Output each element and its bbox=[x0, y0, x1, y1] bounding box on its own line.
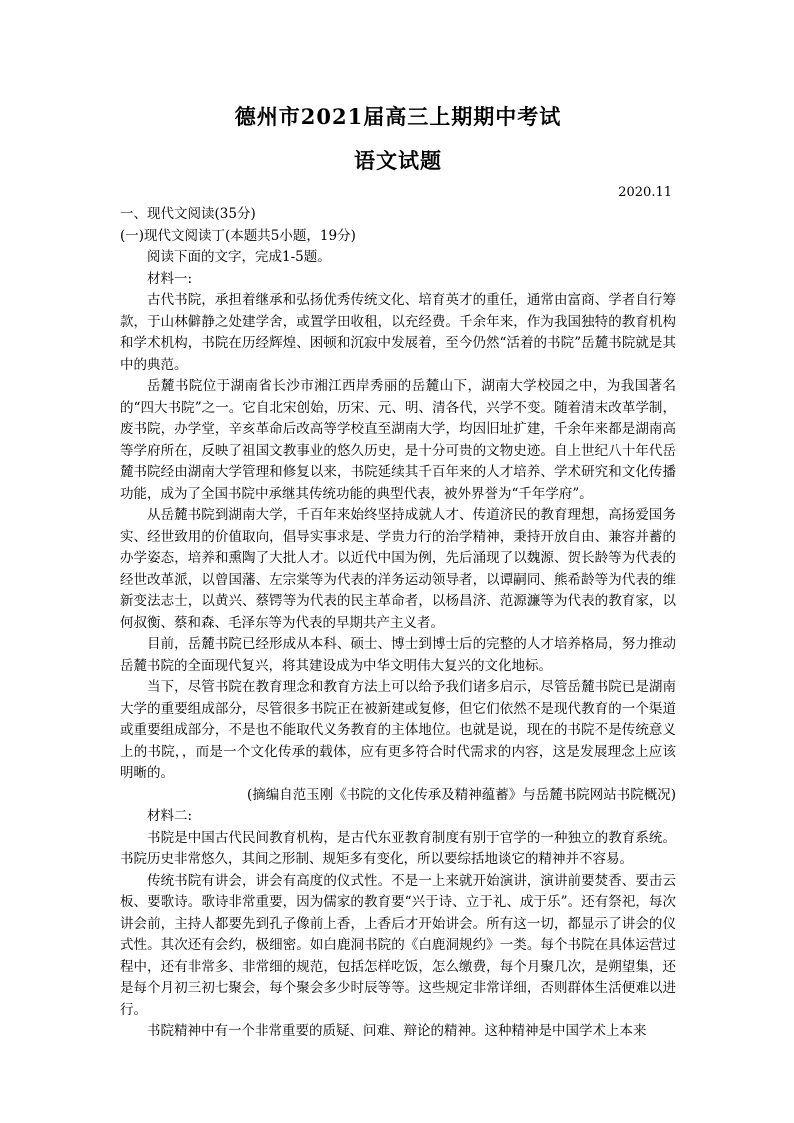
material-one-paragraph-4: 目前，岳麓书院已经形成从本科、硕士、博士到博士后的完整的人才培养格局，努力推动岳麓书院的全面现代复兴，将其建设成为中华文明伟大复兴的文化地标。 bbox=[120, 636, 676, 674]
material-one-paragraph-1: 古代书院，承担着继承和弘扬优秀传统文化、培育英才的重任，通常由富商、学者自行筹款，于山林僻静之处建学舍，或置学田收租，以充经费。千余年来，作为我国独特的教育机构和学术机构，书院在历经辉煌、困顿和沉寂中发展着，至今仍然“活着的书院”岳麓书院就是其中的典范。 bbox=[120, 292, 676, 373]
material-two-paragraph-2: 传统书院有讲会，讲会有高度的仪式性。不是一上来就开始演讲，演讲前要焚香、要击云板、要歌诗。歌诗非常重要，因为儒家的教育要“兴于诗、立于礼、成于乐”。还有祭祀，每次讲会前，主持人都要先到孔子像前上香，上香后才开始讲会。所有这一切，都显示了讲会的仪式性。其次还有会约，极细密。如白鹿洞书院的《白鹿洞规约》一类。每个书院在具体运营过程中，还有非常多、非常细的规范，包括怎样吃饭，怎么缴费，每个月聚几次，是朔望集，还是每个月初三初七聚会，每个聚会多少时辰等等。这些规定非常详细，否则群体生活便难以进行。 bbox=[120, 872, 676, 1018]
material-one-paragraph-5: 当下，尽管书院在教育理念和教育方法上可以给予我们诸多启示，尽管岳麓书院已是湖南大学的重要组成部分，尽管很多书院正在被新建或复修，但它们依然不是现代教育的一个渠道或重要组成部分，不是也不能取代义务教育的主体地位。也就是说，现在的书院不是传统意义上的书院，，而是一个文化传承的载体，应有更多符合时代需求的内容，这是发展理念上应该明晰的。 bbox=[120, 679, 676, 781]
exam-subtitle: 语文试题 bbox=[354, 148, 442, 173]
material-one-paragraph-2: 岳麓书院位于湖南省长沙市湘江西岸秀丽的岳麓山下，湖南大学校园之中，为我国著名的“四大书院”之一。它自北宋创始，历宋、元、明、清各代，兴学不变。随着清末改革学制，废书院，办学堂，辛亥革命后改高等学校直至湖南大学，均因旧址扩建，千余年来都是湖南高等学府所在，反映了祖国文教事业的悠久历史，是十分可贵的文物史迹。自上世纪八十年代岳麓书院经由湖南大学管理和修复以来，书院延续其千百年来的人才培养、学术研究和文化传播功能，成为了全国书院中承继其传统功能的典型代表，被外界誉为“千年学府”。 bbox=[120, 378, 676, 502]
exam-date: 2020.11 bbox=[618, 185, 672, 200]
reading-instruction: 阅读下面的文字，完成1-5题。 bbox=[147, 249, 331, 265]
material-two-paragraph-3: 书院精神中有一个非常重要的质疑、问难、辩论的精神。这种精神是中国学术上本来 bbox=[147, 1023, 647, 1039]
material-two-label: 材料二: bbox=[147, 808, 193, 824]
exam-title: 德州市2021届高三上期期中考试 bbox=[234, 104, 562, 129]
material-two-paragraph-1: 书院是中国古代民间教育机构，是古代东亚教育制度有别于官学的一种独立的教育系统。书院历史非常悠久，其间之形制、规矩多有变化，所以要综括地谈它的精神并不容易。 bbox=[120, 829, 676, 867]
material-one-label: 材料一: bbox=[147, 270, 193, 287]
material-one-paragraph-3: 从岳麓书院到湖南大学，千百年来始终坚持成就人才、传道济民的教育理想，高扬爱国务实、经世致用的价值取向，倡导实事求是、学贵力行的治学精神，秉持开放自由、兼容并蓄的办学姿态，培养和熏陶了大批人才。以近代中国为例，先后涌现了以魏源、贺长龄等为代表的经世改革派，以曾国藩、左宗棠等为代表的洋务运动领导者，以谭嗣同、熊希龄等为代表的维新变法志士，以黄兴、蔡锷等为代表的民主革命者，以杨昌济、范源濂等为代表的教育家，以何叔衡、蔡和森、毛泽东等为代表的早期共产主义者。 bbox=[120, 507, 676, 631]
section-sub-heading: (一)现代文阅读丁(本题共5小题，19分) bbox=[120, 227, 356, 244]
section-heading: 一、现代文阅读(35分) bbox=[120, 206, 256, 222]
material-one-source: (摘编自范玉刚《书院的文化传承及精神蕴蓄》与岳麓书院网站书院概况) bbox=[246, 786, 676, 803]
